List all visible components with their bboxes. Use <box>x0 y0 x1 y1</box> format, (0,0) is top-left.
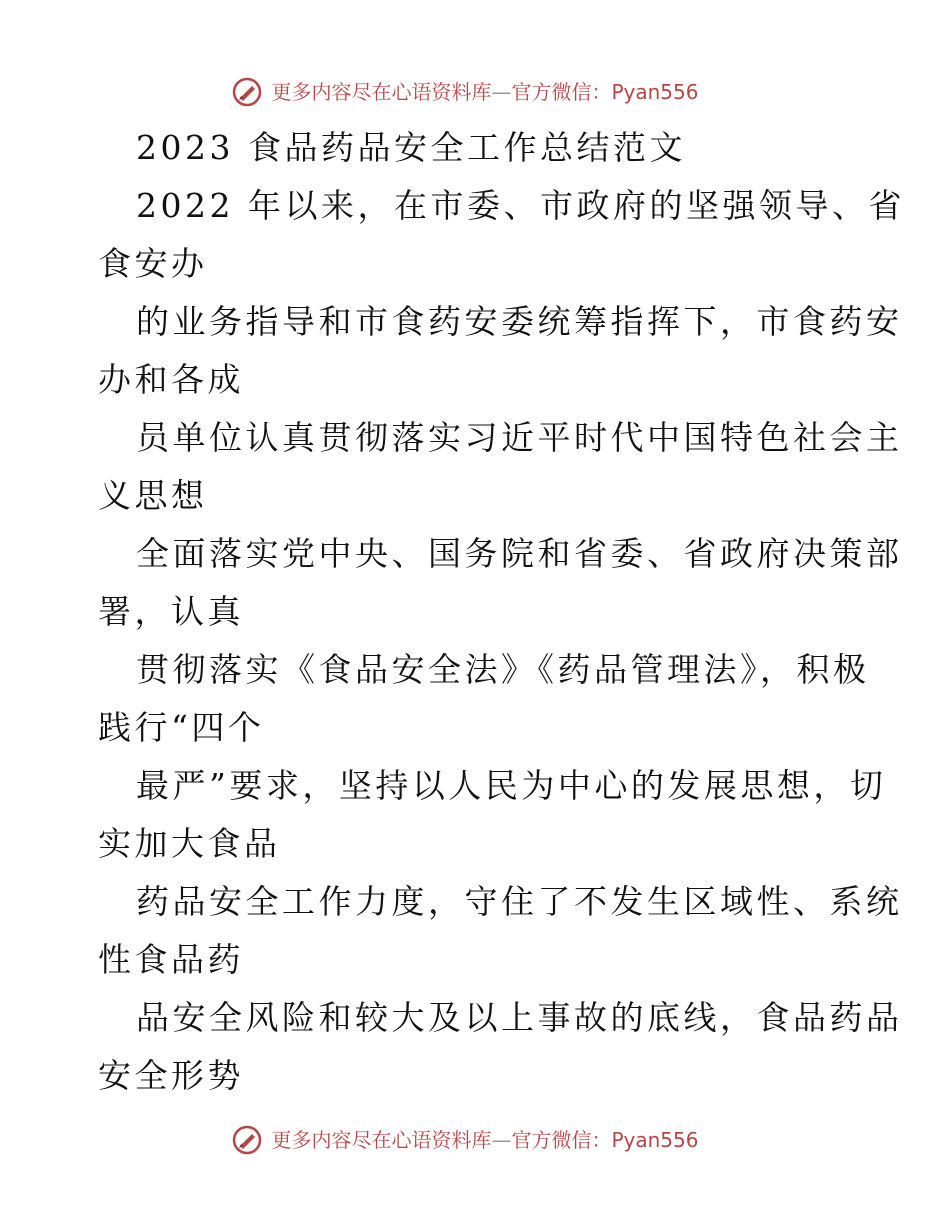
document-title: 2023 食品药品安全工作总结范文 <box>136 128 686 167</box>
body-line-11: 最严”要求，坚持以人民为中心的发展思想，切 <box>136 766 887 805</box>
footer-banner <box>0 1120 950 1160</box>
body-line-14: 性食品药 <box>98 940 244 979</box>
body-line-6: 义思想 <box>98 476 208 515</box>
body-line-2: 食安办 <box>98 244 208 283</box>
body-line-12: 实加大食品 <box>98 824 281 863</box>
body-line-1: 2022 年以来，在市委、市政府的坚强领导、省 <box>136 186 905 225</box>
body-line-8: 署，认真 <box>98 592 244 631</box>
header-banner-dash: — <box>491 80 512 104</box>
body-line-9: 贯彻落实《食品安全法》《药品管理法》，积极 <box>136 650 870 689</box>
header-banner-text <box>271 80 698 104</box>
header-banner-brand: 更多内容尽在心语资料库 <box>271 80 492 104</box>
header-banner-wechat: 官方微信：Pyan556 <box>511 80 699 104</box>
footer-banner-text <box>271 1128 698 1152</box>
body-line-3: 的业务指导和市食药安委统筹指挥下，市食药安 <box>136 302 903 341</box>
document-body <box>98 122 905 1108</box>
footer-banner-brand: 更多内容尽在心语资料库 <box>271 1128 492 1152</box>
footer-banner-inner <box>231 1124 698 1156</box>
body-line-10: 践行“四个 <box>98 708 265 747</box>
footer-banner-wechat: 官方微信：Pyan556 <box>511 1128 699 1152</box>
header-banner-inner <box>231 76 698 108</box>
pen-logo-icon <box>231 76 263 108</box>
body-line-13: 药品安全工作力度，守住了不发生区域性、系统 <box>136 882 903 921</box>
body-line-15: 品安全风险和较大及以上事故的底线，食品药品 <box>136 998 903 1037</box>
header-banner <box>0 72 950 112</box>
pen-logo-icon <box>231 1124 263 1156</box>
body-line-7: 全面落实党中央、国务院和省委、省政府决策部 <box>136 534 903 573</box>
footer-banner-dash: — <box>491 1128 512 1152</box>
body-line-5: 员单位认真贯彻落实习近平时代中国特色社会主 <box>136 418 903 457</box>
body-line-16: 安全形势 <box>98 1056 244 1095</box>
body-line-4: 办和各成 <box>98 360 244 399</box>
